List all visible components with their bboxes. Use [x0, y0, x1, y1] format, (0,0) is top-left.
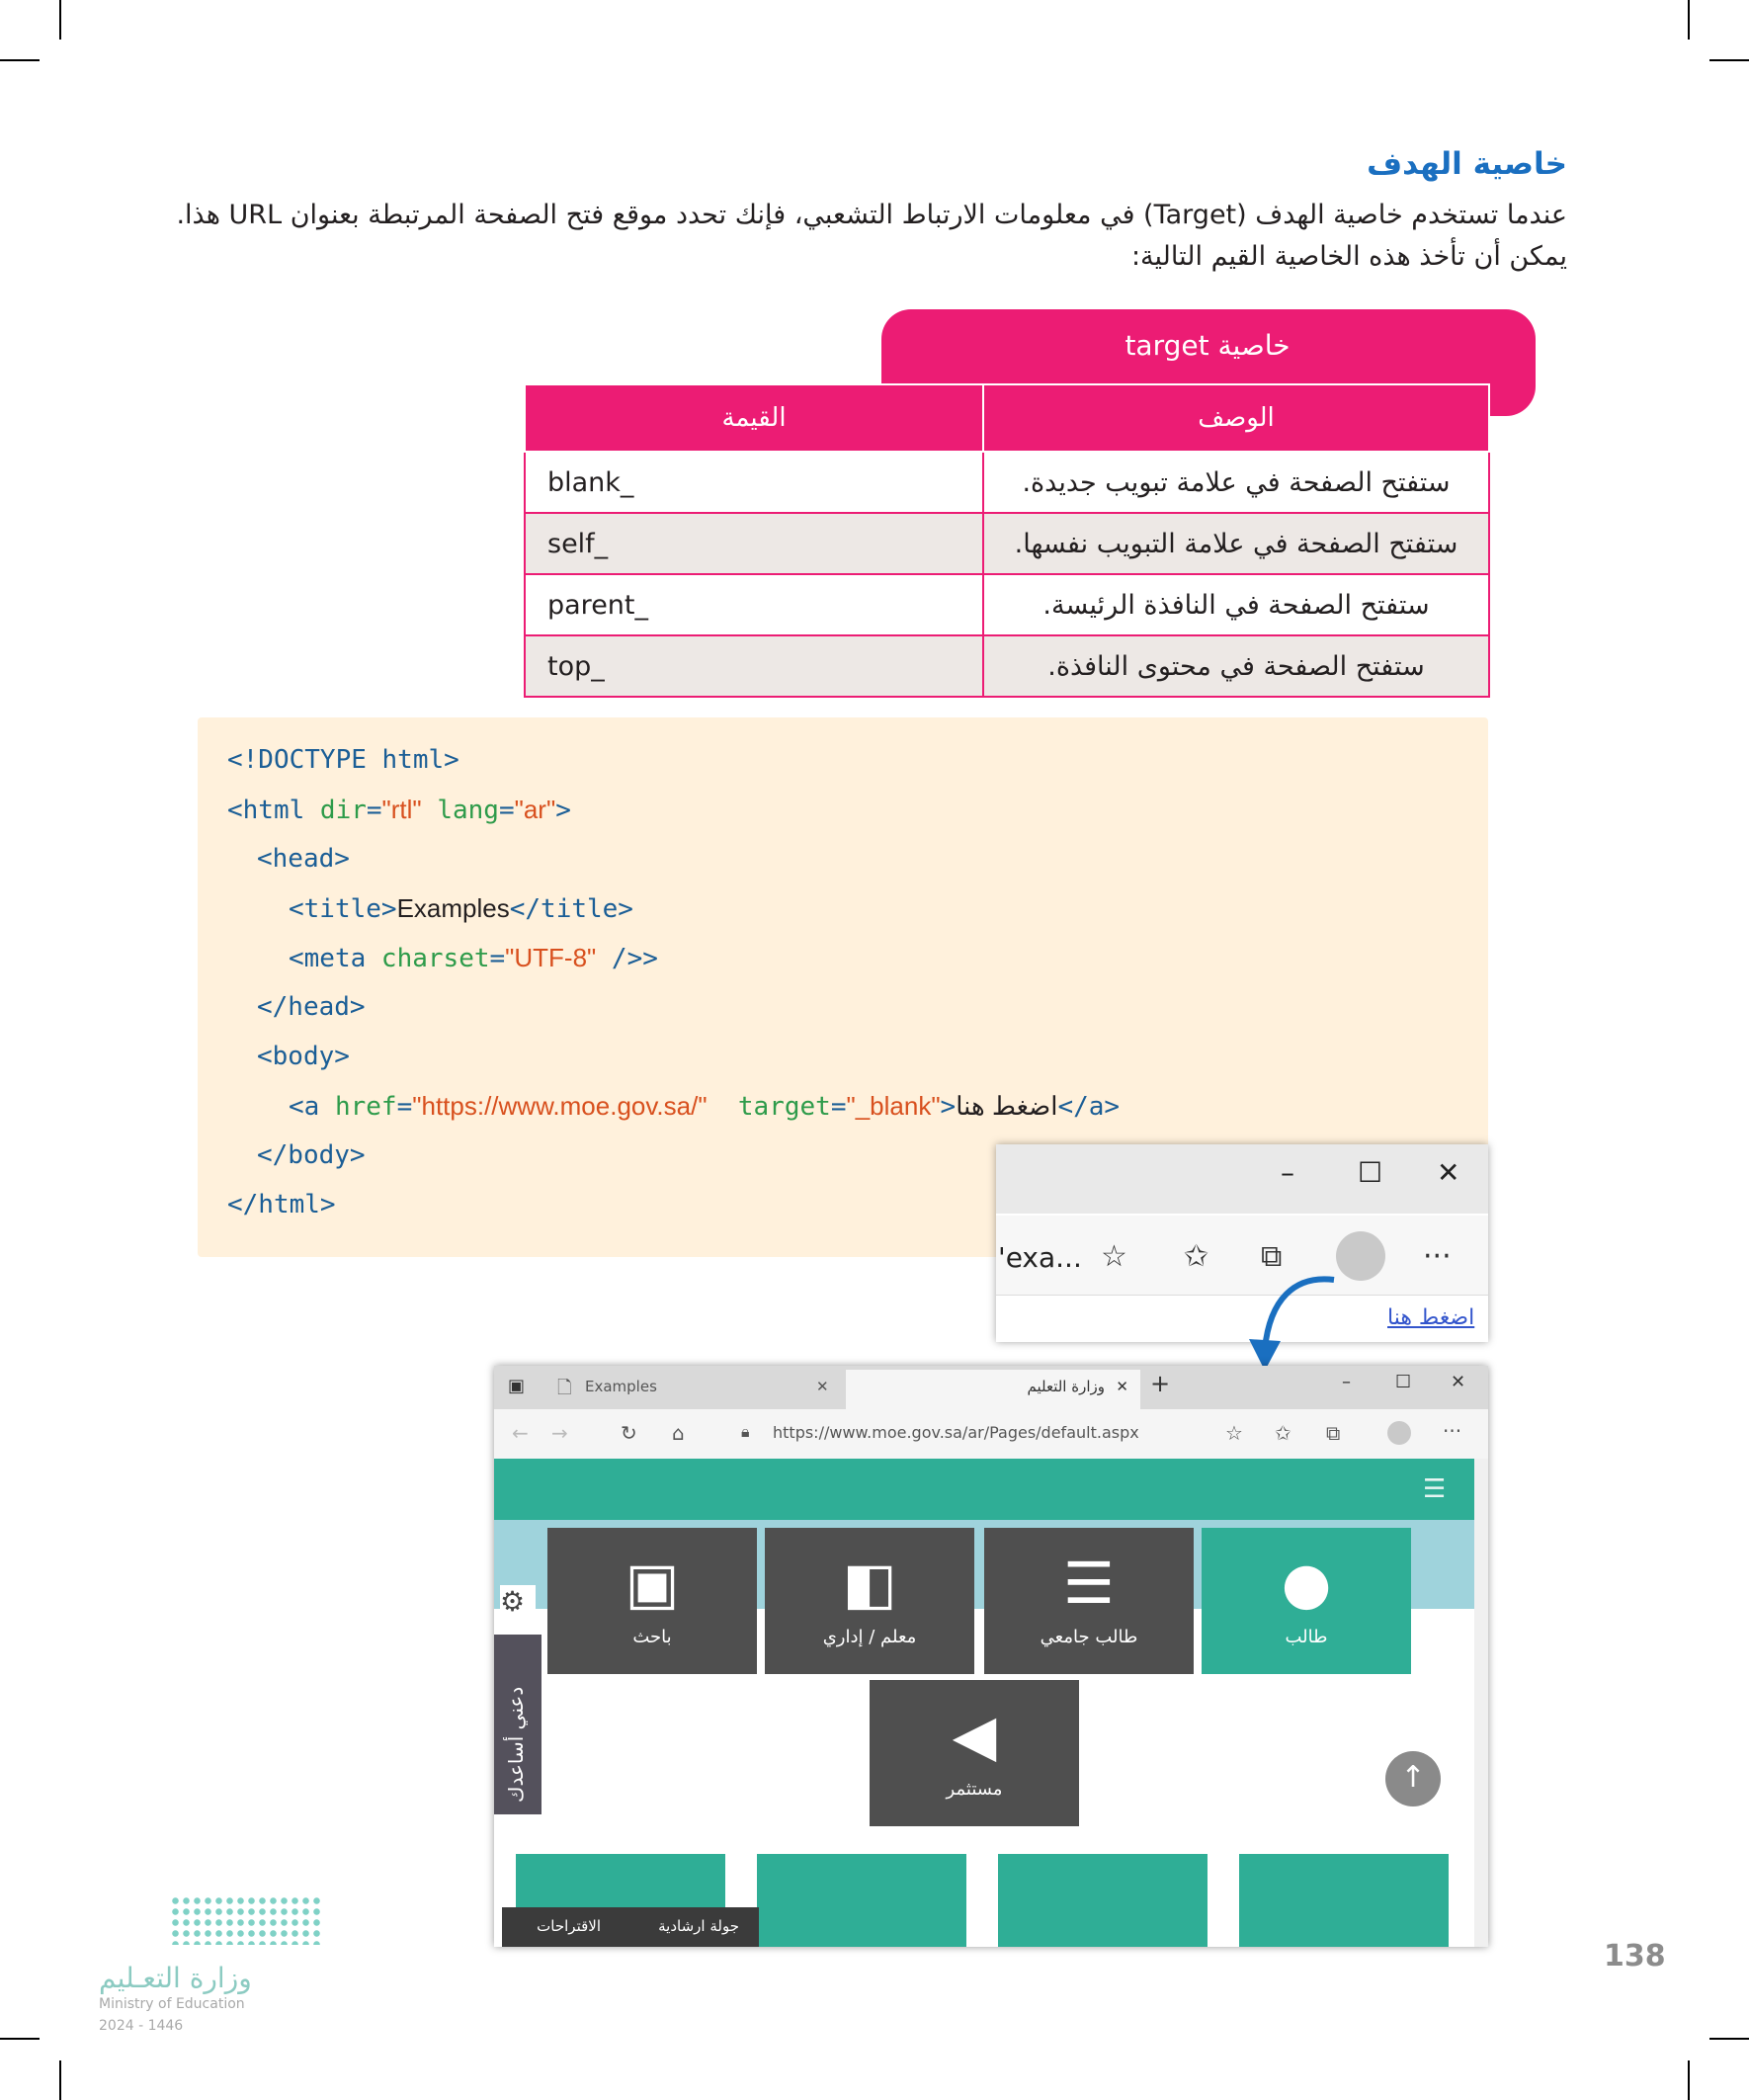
- minimize-button[interactable]: –: [1281, 1156, 1294, 1189]
- crop-mark: [0, 59, 40, 61]
- more-icon[interactable]: ···: [1443, 1419, 1462, 1443]
- value-cell: self_: [525, 513, 983, 574]
- tile-service[interactable]: [998, 1854, 1208, 1947]
- maximize-button[interactable]: ☐: [1395, 1372, 1412, 1392]
- code-line: [257, 844, 350, 874]
- code-tag: <title>: [289, 894, 397, 924]
- tile-service[interactable]: [757, 1854, 966, 1947]
- code-line: [257, 1042, 350, 1071]
- title-bar: [996, 1144, 1488, 1214]
- new-tab-icon[interactable]: +: [1150, 1370, 1171, 1397]
- tab-moe[interactable]: [846, 1370, 1140, 1409]
- code-string: "rtl": [381, 795, 422, 824]
- tile-label: طالب جامعي: [1040, 1627, 1138, 1647]
- code-tag: <a: [289, 1092, 335, 1122]
- intro-paragraph: [164, 195, 1567, 278]
- menu-icon[interactable]: ☰: [1423, 1474, 1447, 1504]
- code-string: "UTF-8": [505, 943, 597, 972]
- code-attr: charset: [380, 944, 490, 973]
- favorites-icon[interactable]: ✩: [1184, 1239, 1209, 1274]
- close-tab-icon[interactable]: ✕: [1116, 1378, 1128, 1395]
- code-eq: =: [489, 944, 506, 973]
- tile-label: باحث: [632, 1627, 672, 1647]
- page-icon: 🗋: [557, 1378, 572, 1398]
- tile-service[interactable]: [1239, 1854, 1449, 1947]
- tile-investor[interactable]: [870, 1680, 1079, 1826]
- minimize-button[interactable]: –: [1342, 1372, 1351, 1392]
- description-cell: ستفتح الصفحة في علامة التبويب نفسها.: [983, 513, 1489, 574]
- close-tab-icon[interactable]: ✕: [816, 1378, 829, 1395]
- page-number: 138: [1604, 1939, 1666, 1974]
- logo-text-arabic: وزارة التعـليم: [99, 1962, 252, 1994]
- table-row: [525, 513, 1489, 574]
- crop-mark: [0, 2038, 40, 2040]
- code-attr: href: [334, 1092, 397, 1122]
- description-cell: ستفتح الصفحة في محتوى النافذة.: [983, 635, 1489, 697]
- address-bar: [494, 1409, 1488, 1460]
- tab-title: وزارة التعليم: [1027, 1378, 1105, 1395]
- code-tag: </head>: [257, 992, 366, 1022]
- target-values-table: [524, 383, 1490, 698]
- scroll-up-button[interactable]: ↑: [1385, 1751, 1441, 1806]
- paragraph-line-2: يمكن أن تأخذ هذه الخاصية القيم التالية:: [1130, 241, 1567, 272]
- code-tag: />>: [596, 944, 658, 973]
- section-title: خاصية الهدف: [1367, 146, 1567, 182]
- code-tag: </title>: [509, 894, 633, 924]
- tile-researcher[interactable]: [547, 1528, 757, 1674]
- tour-button[interactable]: جولة ارشادية: [658, 1917, 739, 1935]
- table-row: [525, 574, 1489, 635]
- description-cell: ستفتح الصفحة في علامة تبويب جديدة.: [983, 452, 1489, 513]
- table-row: [525, 452, 1489, 513]
- close-button[interactable]: ✕: [1437, 1156, 1460, 1189]
- tab-title[interactable]: 'exa...: [998, 1241, 1082, 1274]
- home-icon[interactable]: ⌂: [672, 1421, 685, 1445]
- code-string: "_blank": [846, 1091, 941, 1121]
- scrollbar[interactable]: [1474, 1459, 1488, 1947]
- value-cell: top_: [525, 635, 983, 697]
- megaphone-icon: ◀: [952, 1702, 997, 1769]
- gear-icon[interactable]: ⚙: [500, 1585, 536, 1621]
- bottom-bar: [502, 1907, 759, 1947]
- code-gt: >: [940, 1092, 957, 1122]
- page-link[interactable]: اضغط هنا: [1387, 1305, 1475, 1330]
- table-row: [525, 635, 1489, 697]
- refresh-icon[interactable]: ↻: [621, 1421, 637, 1445]
- collections-icon[interactable]: ⧉: [1261, 1239, 1283, 1274]
- code-doctype: <!DOCTYPE html>: [227, 745, 459, 775]
- tile-label: معلم / إداري: [822, 1627, 917, 1647]
- briefcase-icon: ▣: [625, 1550, 680, 1617]
- help-label: دعني أساعدك: [504, 1686, 528, 1803]
- code-tag: </html>: [227, 1190, 336, 1219]
- code-line: [257, 1140, 366, 1170]
- code-eq: =: [498, 796, 515, 825]
- crop-mark: [1709, 59, 1749, 61]
- column-header-value: القيمة: [525, 384, 983, 452]
- code-line: [227, 795, 571, 825]
- code-line: [289, 893, 633, 924]
- code-tag: <meta: [289, 944, 381, 973]
- description-cell: ستفتح الصفحة في النافذة الرئيسة.: [983, 574, 1489, 635]
- collections-icon[interactable]: ⧉: [1326, 1421, 1341, 1445]
- code-tag: <html: [227, 796, 320, 825]
- logo-year: 2024 - 1446: [99, 2018, 184, 2034]
- code-attr: dir: [319, 796, 367, 825]
- avatar[interactable]: [1387, 1421, 1411, 1445]
- code-eq: =: [830, 1092, 847, 1122]
- code-text: اضغط هنا: [956, 1091, 1058, 1121]
- value-cell: parent_: [525, 574, 983, 635]
- ministry-logo: [170, 1895, 322, 1945]
- code-tag: </a>: [1057, 1092, 1121, 1122]
- code-attr: lang: [421, 796, 499, 825]
- tab-examples[interactable]: [543, 1372, 840, 1409]
- logo-text-english: Ministry of Education: [99, 1996, 245, 2012]
- user-icon: ●: [1281, 1550, 1332, 1617]
- more-icon[interactable]: ···: [1423, 1239, 1452, 1274]
- code-tag: <head>: [257, 844, 350, 874]
- code-tag: <body>: [257, 1042, 350, 1071]
- crop-mark: [1709, 2038, 1749, 2040]
- tab-title: Examples: [585, 1378, 657, 1395]
- tile-student[interactable]: [1202, 1528, 1411, 1674]
- tile-label: مستثمر: [946, 1779, 1003, 1800]
- tile-teacher[interactable]: [765, 1528, 974, 1674]
- table-header-row: [525, 384, 1489, 452]
- url-field[interactable]: https://www.moe.gov.sa/ar/Pages/default.aspx: [773, 1423, 1139, 1442]
- help-panel[interactable]: [494, 1635, 541, 1814]
- add-favorite-icon[interactable]: ☆: [1101, 1239, 1127, 1274]
- code-line: [257, 992, 366, 1022]
- checklist-icon: ☰: [1063, 1550, 1115, 1617]
- code-string: "ar": [514, 795, 556, 824]
- code-text: Examples: [396, 893, 510, 923]
- suggestions-button[interactable]: الاقتراحات: [537, 1917, 601, 1935]
- tab-strip: [494, 1366, 1488, 1409]
- code-tag: </body>: [257, 1140, 366, 1170]
- code-attr: target: [707, 1092, 831, 1122]
- site-header: [494, 1459, 1474, 1520]
- close-button[interactable]: ✕: [1451, 1372, 1466, 1392]
- code-line: [227, 1190, 336, 1219]
- browser-window-large: [494, 1366, 1488, 1947]
- back-icon[interactable]: ←: [512, 1421, 529, 1445]
- code-eq: =: [396, 1092, 413, 1122]
- code-eq: =: [366, 796, 382, 825]
- crop-mark: [1688, 2060, 1690, 2100]
- tile-label: طالب: [1285, 1627, 1328, 1647]
- tile-university-student[interactable]: [984, 1528, 1194, 1674]
- value-cell: blank_: [525, 452, 983, 513]
- crop-mark: [59, 0, 61, 40]
- code-gt: >: [555, 796, 571, 825]
- add-favorite-icon[interactable]: ☆: [1225, 1421, 1243, 1445]
- code-string: "https://www.moe.gov.sa/": [412, 1091, 708, 1121]
- teacher-icon: ◧: [842, 1550, 897, 1617]
- lock-icon: 🔒︎: [741, 1422, 750, 1441]
- table-title: خاصية target: [1124, 329, 1291, 362]
- column-header-description: الوصف: [983, 384, 1489, 452]
- crop-mark: [59, 2060, 61, 2100]
- forward-icon[interactable]: →: [551, 1421, 568, 1445]
- maximize-button[interactable]: ☐: [1358, 1156, 1383, 1189]
- favorites-icon[interactable]: ✩: [1275, 1421, 1291, 1445]
- code-line: [289, 1091, 1120, 1122]
- crop-mark: [1688, 0, 1690, 40]
- code-line: [289, 943, 658, 973]
- code-line: [227, 745, 459, 775]
- paragraph-line-1: عندما تستخدم خاصية الهدف (Target) في معلومات الارتباط التشعبي، فإنك تحدد موقع فتح الصفحة المرتبطة بعنوان URL هذا.: [176, 200, 1567, 230]
- tab-actions-icon[interactable]: ▣: [508, 1376, 526, 1396]
